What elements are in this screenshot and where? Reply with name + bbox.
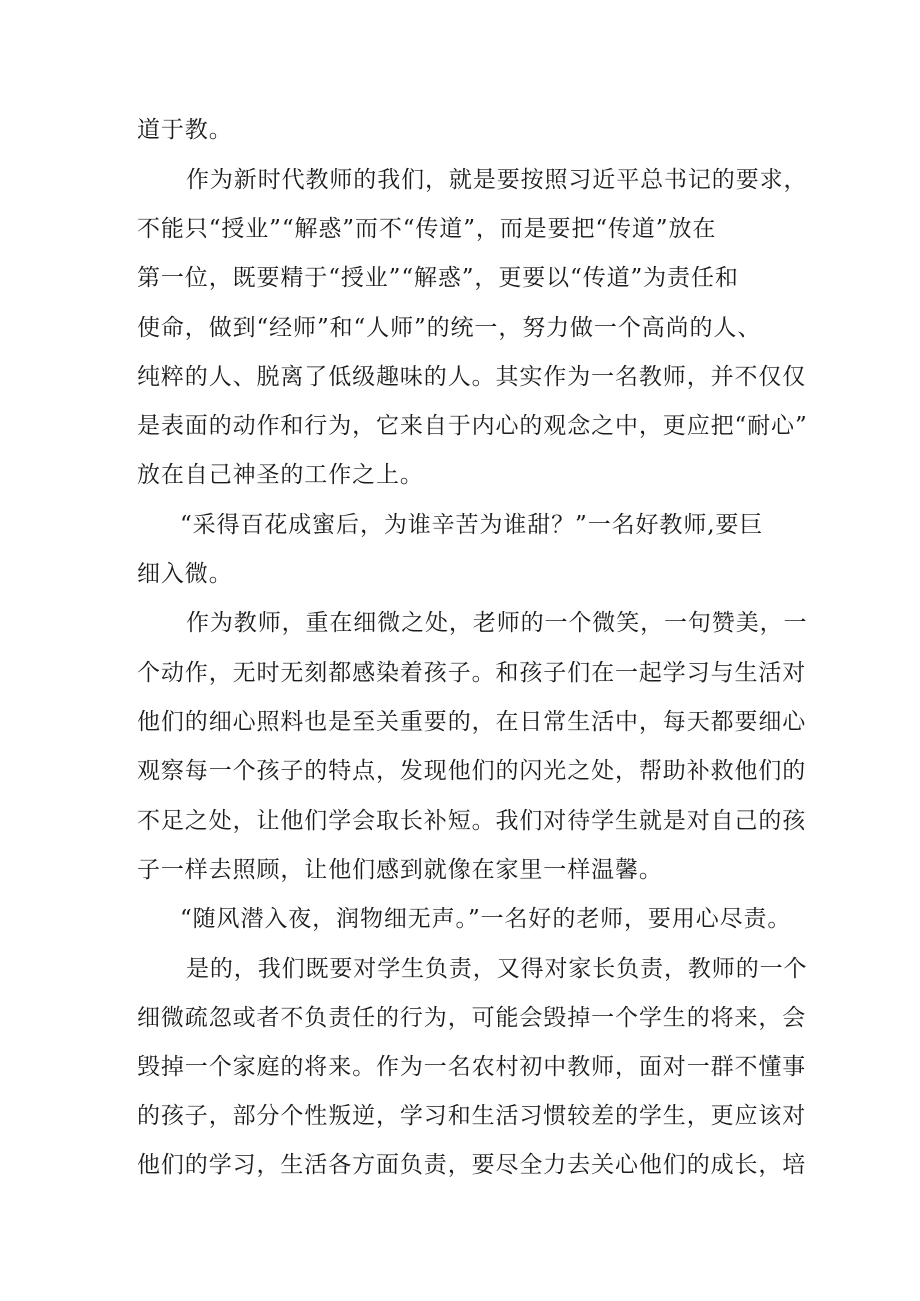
text-line: 细入微。: [137, 561, 233, 587]
text-line: 毁掉一个家庭的将来。作为一名农村初中教师，面对一群不懂事: [137, 1054, 807, 1080]
text-line: 道于教。: [137, 117, 233, 143]
text-line: 不能只“授业”“解惑”而不“传道”，而是要把“传道”放在: [137, 216, 717, 242]
text-line: 观察每一个孩子的特点，发现他们的闪光之处，帮助补救他们的: [137, 758, 807, 784]
quote-line: “采得百花成蜜后，为谁辛苦为谁甜？”一名好教师,要巨: [180, 512, 764, 538]
quote-line: “随风潜入夜，润物细无声。”一名好的老师，要用心尽责。: [180, 906, 792, 932]
paragraph-start-line: 是的，我们既要对学生负责，又得对家长负责，教师的一个: [186, 956, 808, 982]
text-line: 他们的细心照料也是至关重要的，在日常生活中，每天都要细心: [137, 709, 807, 735]
text-line: 个动作，无时无刻都感染着孩子。和孩子们在一起学习与生活对: [137, 660, 807, 686]
text-line: 使命，做到“经师”和“人师”的统一，努力做一个高尚的人、: [137, 315, 762, 341]
text-line: 子一样去照顾，让他们感到就像在家里一样温馨。: [137, 857, 663, 883]
text-line: 他们的学习，生活各方面负责，要尽全力去关心他们的成长，培: [137, 1152, 807, 1178]
text-line: 是表面的动作和行为，它来自于内心的观念之中，更应把“耐心”: [137, 413, 808, 439]
text-line: 的孩子，部分个性叛逆，学习和生活习惯较差的学生，更应该对: [137, 1103, 807, 1129]
text-line: 放在自己神圣的工作之上。: [137, 462, 424, 488]
paragraph-start-line: 作为新时代教师的我们，就是要按照习近平总书记的要求，: [186, 167, 808, 193]
text-line: 不足之处，让他们学会取长补短。我们对待学生就是对自己的孩: [137, 808, 807, 834]
paragraph-start-line: 作为教师，重在细微之处，老师的一个微笑，一句赞美，一: [186, 610, 808, 636]
text-line: 第一位，既要精于“授业”“解惑”，更要以“传道”为责任和: [137, 265, 739, 291]
text-line: 纯粹的人、脱离了低级趣味的人。其实作为一名教师，并不仅仅: [137, 364, 807, 390]
text-line: 细微疏忽或者不负责任的行为，可能会毁掉一个学生的将来，会: [137, 1005, 807, 1031]
